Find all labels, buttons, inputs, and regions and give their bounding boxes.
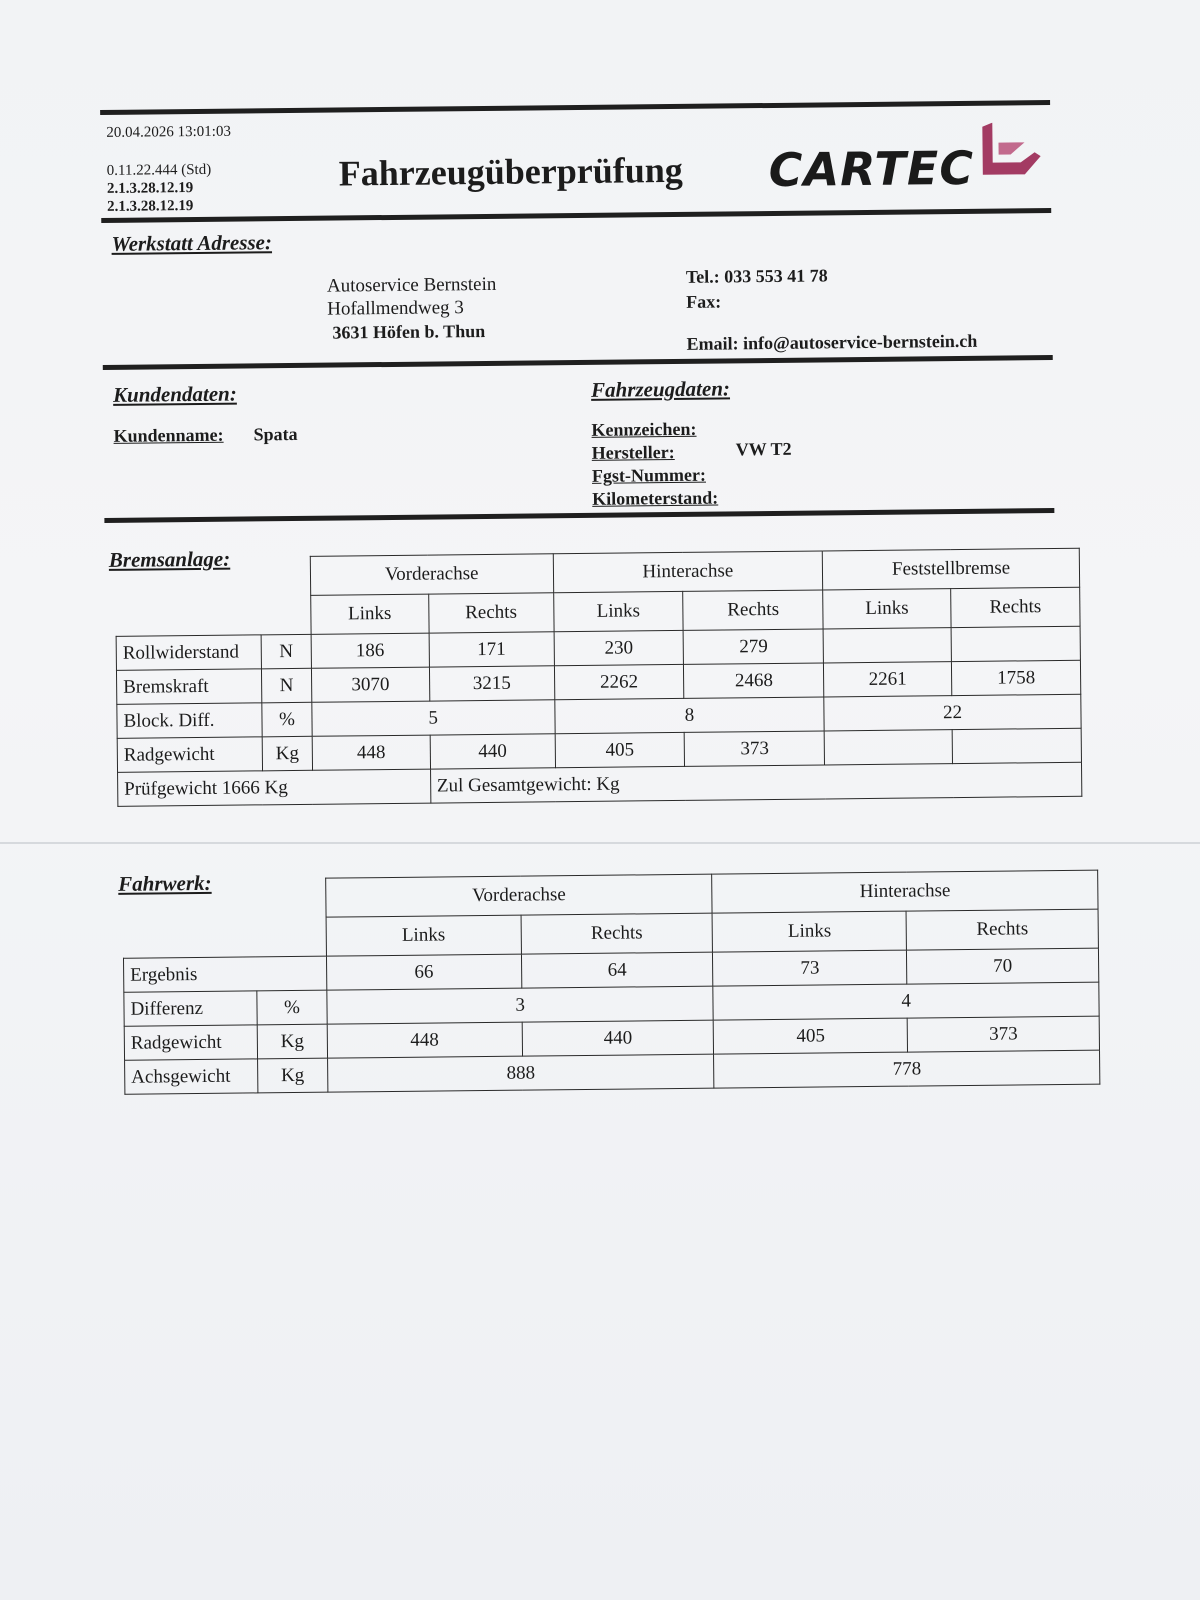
brakes-side-header: Links	[823, 589, 951, 629]
table-cell: 3215	[429, 666, 554, 701]
table-cell: 66	[326, 954, 521, 990]
workshop-city: 3631 Höfen b. Thun	[332, 320, 486, 343]
table-cell: 440	[430, 734, 555, 769]
table-cell	[952, 728, 1081, 763]
brakes-side-header: Rechts	[683, 590, 823, 630]
chassis-side-header: Links	[712, 911, 906, 952]
vehicle-maker-value: VW T2	[735, 438, 792, 460]
test-weight: Prüfgewicht 1666 Kg	[118, 769, 431, 806]
table-cell: 3070	[311, 667, 429, 702]
table-cell: 70	[907, 948, 1099, 984]
version-std: 0.11.22.444 (Std)	[106, 161, 212, 179]
brakes-side-header: Links	[553, 591, 683, 631]
chassis-side-header: Links	[326, 915, 521, 956]
table-cell: 64	[521, 952, 713, 988]
table-cell: 373	[907, 1016, 1099, 1052]
table-cell: 778	[714, 1050, 1100, 1088]
row-unit: Kg	[262, 736, 312, 771]
print-datetime: 20.04.2026 13:01:03	[106, 123, 232, 141]
table-cell: 4	[713, 982, 1099, 1020]
workshop-email: Email: info@autoservice-bernstein.ch	[686, 330, 978, 354]
table-cell: 171	[429, 632, 554, 667]
row-label: Rollwiderstand	[116, 635, 261, 671]
row-unit: N	[261, 668, 311, 703]
table-cell: 5	[312, 700, 555, 737]
vehicle-km-label: Kilometerstand:	[592, 487, 719, 509]
customer-name-value: Spata	[253, 423, 298, 445]
cartec-logo-icon	[976, 122, 1047, 185]
row-unit: N	[261, 634, 311, 669]
brakes-group-front: Vorderachse	[310, 554, 553, 596]
total-weight: Zul Gesamtgewicht: Kg	[430, 762, 1082, 803]
customer-rule	[104, 508, 1054, 523]
workshop-heading: Werkstatt Adresse:	[111, 230, 273, 256]
table-cell: 8	[554, 697, 824, 734]
brakes-table	[115, 548, 1083, 807]
workshop-rule	[103, 355, 1053, 370]
chassis-heading: Fahrwerk:	[118, 870, 212, 896]
table-cell: 2468	[684, 663, 824, 698]
chassis-group-front: Vorderachse	[326, 874, 713, 917]
table-cell	[824, 730, 952, 765]
table-cell: 373	[685, 731, 825, 766]
table-cell: 279	[683, 629, 823, 664]
chassis-group-rear: Hinterachse	[712, 870, 1098, 913]
workshop-fax: Fax:	[686, 291, 722, 312]
table-cell: 230	[554, 630, 684, 665]
row-unit: Kg	[258, 1058, 328, 1093]
table-cell: 22	[824, 694, 1081, 731]
brakes-group-parking: Feststellbremse	[822, 548, 1079, 590]
top-rule	[100, 100, 1050, 115]
table-cell: 448	[312, 735, 430, 770]
customer-heading: Kundendaten:	[112, 381, 237, 407]
row-label: Radgewicht	[124, 1025, 257, 1060]
table-cell: 2261	[824, 662, 952, 697]
table-cell	[823, 628, 951, 663]
brakes-side-header: Rechts	[428, 593, 553, 633]
table-cell: 73	[713, 950, 907, 986]
row-unit: %	[257, 990, 327, 1025]
table-cell: 405	[555, 732, 685, 767]
table-cell: 440	[522, 1020, 714, 1056]
brakes-side-header: Links	[311, 594, 429, 634]
table-cell: 2262	[554, 664, 684, 699]
table-cell	[951, 626, 1080, 661]
inspection-report	[100, 90, 1096, 1120]
workshop-name: Autoservice Bernstein	[326, 273, 497, 297]
brakes-side-header: Rechts	[951, 587, 1080, 627]
version-line-1: 2.1.3.28.12.19	[106, 180, 194, 197]
row-label: Block. Diff.	[117, 703, 262, 739]
header-rule	[101, 208, 1051, 223]
cartec-logo: CARTEC	[768, 140, 975, 197]
version-line-2: 2.1.3.28.12.19	[107, 198, 194, 215]
page-title: Fahrzeugüberprüfung	[338, 149, 684, 194]
table-cell: 888	[327, 1054, 714, 1092]
row-label: Radgewicht	[117, 737, 262, 773]
table-cell: 448	[327, 1022, 522, 1058]
workshop-tel: Tel.: 033 553 41 78	[685, 265, 828, 287]
brakes-group-rear: Hinterachse	[553, 551, 823, 593]
vehicle-heading: Fahrzeugdaten:	[590, 376, 731, 402]
chassis-table	[122, 870, 1100, 1095]
chassis-side-header: Rechts	[521, 913, 713, 954]
row-label: Differenz	[124, 991, 257, 1026]
brakes-heading: Bremsanlage:	[108, 546, 231, 572]
customer-name-label: Kundenname:	[113, 424, 224, 446]
table-cell: 186	[311, 633, 429, 668]
table-cell: 3	[327, 986, 714, 1024]
workshop-street: Hofallmendweg 3	[327, 297, 464, 320]
row-unit: %	[262, 702, 312, 737]
row-unit: Kg	[257, 1024, 327, 1059]
vehicle-vin-label: Fgst-Nummer:	[591, 464, 707, 486]
row-label: Bremskraft	[116, 669, 261, 705]
row-label: Ergebnis	[123, 956, 326, 992]
vehicle-maker-label: Hersteller:	[591, 442, 675, 463]
chassis-side-header: Rechts	[906, 909, 1098, 950]
vehicle-plate-label: Kennzeichen:	[591, 418, 697, 440]
table-cell: 405	[714, 1018, 908, 1054]
table-cell: 1758	[951, 660, 1080, 695]
row-label: Achsgewicht	[125, 1059, 258, 1094]
